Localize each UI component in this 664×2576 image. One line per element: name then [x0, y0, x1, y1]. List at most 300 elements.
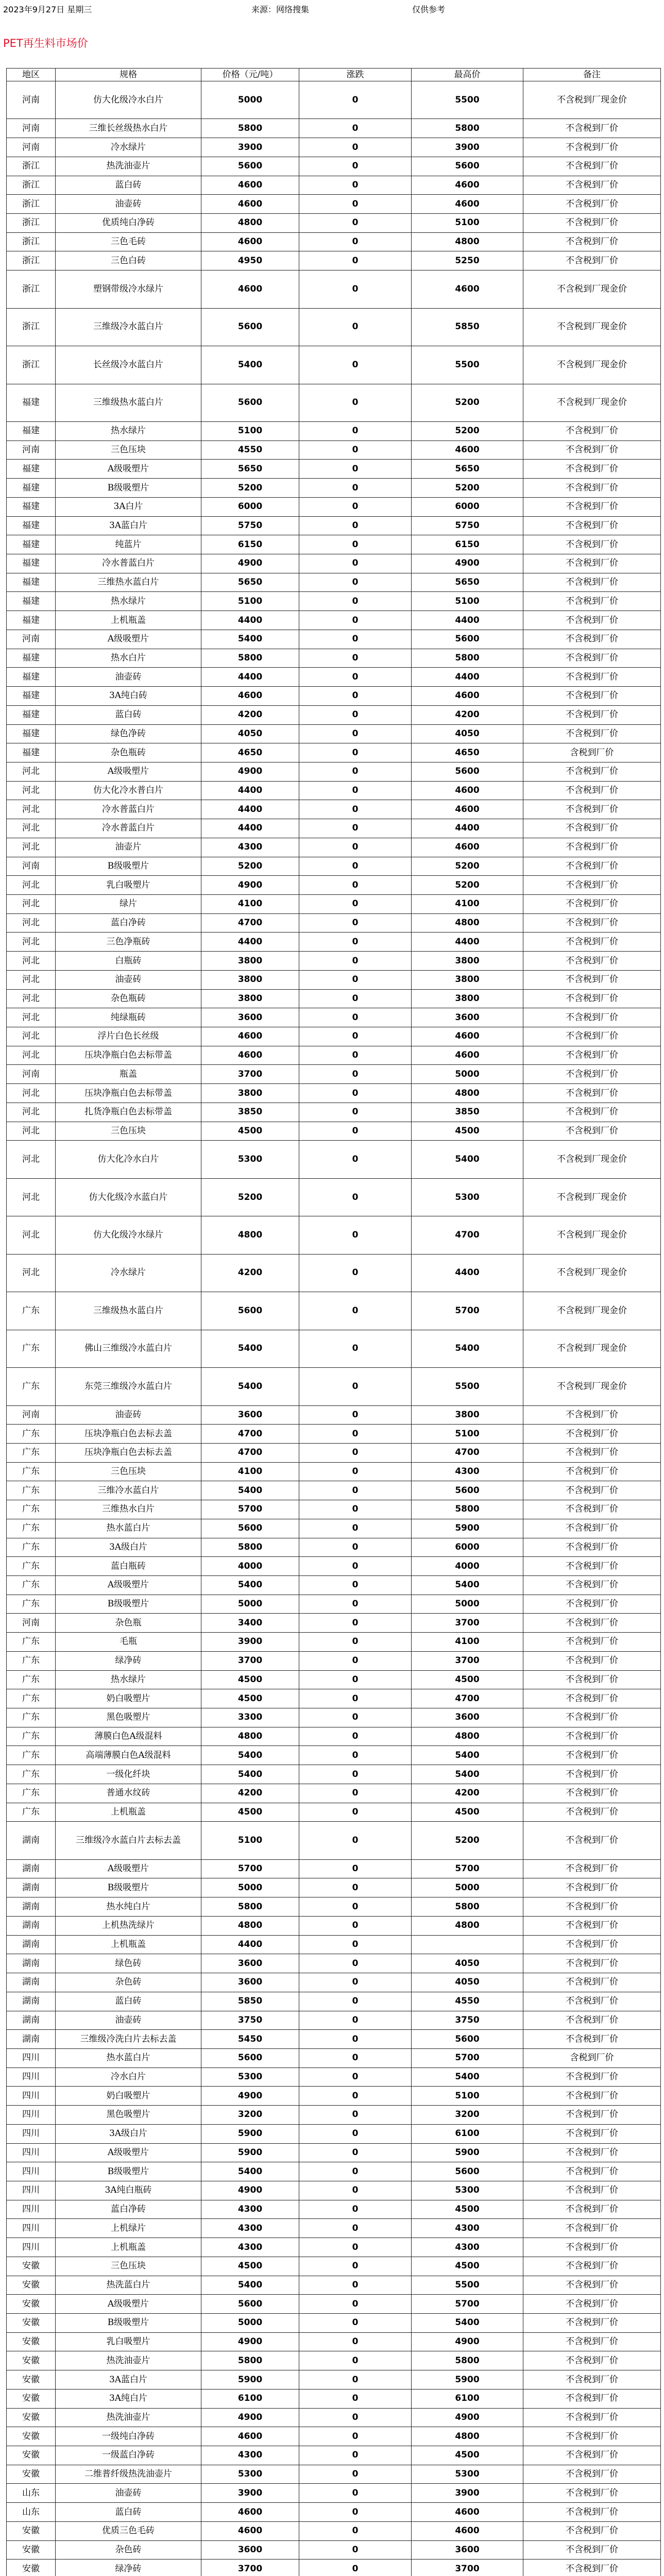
- table-row: [7, 573, 661, 592]
- note-cell: 不含税到厂价: [523, 838, 661, 857]
- high-price-cell: 5900: [412, 2370, 523, 2389]
- region-cell: 广东: [7, 1500, 56, 1519]
- high-price-cell: 5500: [412, 1368, 523, 1405]
- table-row: [7, 1822, 661, 1859]
- price-cell: 4200: [201, 1784, 299, 1803]
- spec-cell: B级吸塑片: [56, 2314, 201, 2333]
- note-cell: 不含税到厂价: [523, 516, 661, 535]
- change-cell: 0: [299, 1065, 412, 1084]
- note-cell: 不含税到厂价: [523, 535, 661, 554]
- note-cell: 不含税到厂价: [523, 2011, 661, 2030]
- high-price-cell: 4000: [412, 1557, 523, 1576]
- region-cell: 安徽: [7, 2257, 56, 2276]
- region-cell: 河北: [7, 819, 56, 838]
- note-cell: 不含税到厂价: [523, 1727, 661, 1746]
- high-price-cell: 4050: [412, 724, 523, 743]
- table-row: [7, 81, 661, 119]
- region-cell: 河南: [7, 630, 56, 649]
- high-price-cell: 3900: [412, 2484, 523, 2503]
- table-row: [7, 1500, 661, 1519]
- price-cell: 4300: [201, 2219, 299, 2238]
- spec-cell: A级吸塑片: [56, 2295, 201, 2314]
- high-price-cell: 5600: [412, 1481, 523, 1500]
- change-cell: 0: [299, 1443, 412, 1462]
- note-cell: 不含税到厂价: [523, 1878, 661, 1897]
- region-cell: 湖南: [7, 2011, 56, 2030]
- high-price-cell: 5600: [412, 2030, 523, 2049]
- price-cell: 3850: [201, 1103, 299, 1122]
- price-cell: 3800: [201, 970, 299, 989]
- table-row: [7, 1557, 661, 1576]
- spec-cell: 上机热洗绿片: [56, 1916, 201, 1935]
- change-cell: 0: [299, 1216, 412, 1254]
- spec-cell: 3A蓝白片: [56, 2370, 201, 2389]
- price-cell: 4600: [201, 2521, 299, 2540]
- change-cell: 0: [299, 2219, 412, 2238]
- price-cell: 6150: [201, 535, 299, 554]
- table-row: [7, 1878, 661, 1897]
- high-price-cell: 5600: [412, 157, 523, 176]
- region-cell: 四川: [7, 2106, 56, 2125]
- note-cell: 不含税到厂价: [523, 1046, 661, 1065]
- note-cell: 不含税到厂现金价: [523, 1330, 661, 1367]
- price-cell: 4500: [201, 1122, 299, 1141]
- price-cell: 3700: [201, 2560, 299, 2576]
- note-cell: 不含税到厂现金价: [523, 270, 661, 308]
- spec-cell: 白瓶砖: [56, 952, 201, 971]
- table-row: [7, 933, 661, 952]
- region-cell: 河北: [7, 970, 56, 989]
- table-row: [7, 1614, 661, 1633]
- spec-cell: 优质三色毛砖: [56, 2521, 201, 2540]
- region-cell: 福建: [7, 724, 56, 743]
- price-cell: 4300: [201, 838, 299, 857]
- high-price-cell: 5800: [412, 649, 523, 668]
- table-row: [7, 2503, 661, 2522]
- table-row: [7, 2332, 661, 2351]
- change-cell: 0: [299, 346, 412, 384]
- spec-cell: 3A蓝白片: [56, 516, 201, 535]
- price-cell: 6000: [201, 497, 299, 516]
- change-cell: 0: [299, 1462, 412, 1481]
- table-row: [7, 1519, 661, 1538]
- note-cell: 不含税到厂现金价: [523, 1254, 661, 1292]
- price-cell: 5450: [201, 2030, 299, 2049]
- change-cell: 0: [299, 592, 412, 611]
- high-price-cell: 4550: [412, 1992, 523, 2011]
- high-price-cell: 5300: [412, 2181, 523, 2200]
- spec-cell: 奶白吸塑片: [56, 1689, 201, 1708]
- report-disclaimer: 仅供参考: [412, 5, 446, 14]
- note-cell: 不含税到厂价: [523, 1575, 661, 1595]
- high-price-cell: 3900: [412, 138, 523, 157]
- change-cell: 0: [299, 1122, 412, 1141]
- note-cell: 不含税到厂价: [523, 857, 661, 876]
- spec-cell: 热水蓝白片: [56, 1519, 201, 1538]
- spec-cell: A级吸塑片: [56, 1859, 201, 1878]
- high-price-cell: 4600: [412, 2521, 523, 2540]
- spec-cell: 冷水白片: [56, 2067, 201, 2087]
- table-row: [7, 516, 661, 535]
- high-price-cell: 5650: [412, 573, 523, 592]
- change-cell: 0: [299, 119, 412, 138]
- region-cell: 福建: [7, 497, 56, 516]
- price-cell: 3300: [201, 1708, 299, 1727]
- price-cell: 5800: [201, 2351, 299, 2370]
- change-cell: 0: [299, 2162, 412, 2181]
- spec-cell: 三色压块: [56, 440, 201, 460]
- high-price-cell: 3800: [412, 1405, 523, 1425]
- high-price-cell: 5400: [412, 1141, 523, 1178]
- column-header-note: 备注: [523, 69, 661, 81]
- region-cell: 广东: [7, 1330, 56, 1367]
- spec-cell: 压块净瓶白色去标去盖: [56, 1443, 201, 1462]
- high-price-cell: 4500: [412, 2200, 523, 2219]
- note-cell: 不含税到厂价: [523, 894, 661, 913]
- table-row: [7, 705, 661, 724]
- price-cell: 5400: [201, 1368, 299, 1405]
- table-row: [7, 1575, 661, 1595]
- high-price-cell: 6100: [412, 2124, 523, 2143]
- table-row: [7, 1462, 661, 1481]
- change-cell: 0: [299, 2067, 412, 2087]
- report-date: 2023年9月27日 星期三: [3, 5, 92, 14]
- high-price-cell: 3700: [412, 1651, 523, 1670]
- change-cell: 0: [299, 251, 412, 270]
- note-cell: 不含税到厂价: [523, 1689, 661, 1708]
- region-cell: 河北: [7, 1103, 56, 1122]
- change-cell: 0: [299, 1084, 412, 1103]
- region-cell: 广东: [7, 1689, 56, 1708]
- price-cell: 5600: [201, 1292, 299, 1330]
- region-cell: 河北: [7, 1141, 56, 1178]
- high-price-cell: 5700: [412, 1859, 523, 1878]
- spec-cell: 黑色吸塑片: [56, 1708, 201, 1727]
- table-row: [7, 989, 661, 1008]
- price-cell: 3900: [201, 138, 299, 157]
- table-row: [7, 2276, 661, 2295]
- region-cell: 河北: [7, 1084, 56, 1103]
- region-cell: 安徽: [7, 2446, 56, 2465]
- table-row: [7, 1084, 661, 1103]
- high-price-cell: 5200: [412, 1822, 523, 1859]
- note-cell: 不含税到厂价: [523, 2351, 661, 2370]
- table-row: [7, 649, 661, 668]
- table-row: [7, 384, 661, 421]
- price-cell: 4900: [201, 876, 299, 895]
- price-cell: 4400: [201, 611, 299, 630]
- region-cell: 安徽: [7, 2465, 56, 2484]
- spec-cell: 仿大化级冷水白片: [56, 81, 201, 119]
- table-row: [7, 1727, 661, 1746]
- table-row: [7, 2295, 661, 2314]
- price-cell: 4700: [201, 1443, 299, 1462]
- change-cell: 0: [299, 1008, 412, 1027]
- change-cell: 0: [299, 1727, 412, 1746]
- high-price-cell: 5200: [412, 479, 523, 498]
- spec-cell: 油壶砖: [56, 2484, 201, 2503]
- change-cell: 0: [299, 2257, 412, 2276]
- price-cell: 4400: [201, 668, 299, 687]
- change-cell: 0: [299, 2314, 412, 2333]
- note-cell: 不含税到厂价: [523, 2427, 661, 2446]
- region-cell: 广东: [7, 1557, 56, 1576]
- region-cell: 四川: [7, 2238, 56, 2257]
- high-price-cell: 4600: [412, 2503, 523, 2522]
- note-cell: 不含税到厂价: [523, 1633, 661, 1652]
- note-cell: 不含税到厂价: [523, 2389, 661, 2408]
- spec-cell: 三色毛砖: [56, 232, 201, 251]
- price-cell: 5600: [201, 2048, 299, 2067]
- note-cell: 不含税到厂价: [523, 1500, 661, 1519]
- spec-cell: 上机瓶盖: [56, 611, 201, 630]
- table-row: [7, 1216, 661, 1254]
- price-cell: 4800: [201, 1916, 299, 1935]
- change-cell: 0: [299, 1178, 412, 1216]
- region-cell: 河北: [7, 989, 56, 1008]
- change-cell: 0: [299, 2389, 412, 2408]
- high-price-cell: 4800: [412, 913, 523, 933]
- change-cell: 0: [299, 1765, 412, 1784]
- change-cell: 0: [299, 1784, 412, 1803]
- high-price-cell: 4900: [412, 554, 523, 573]
- spec-cell: 油壶砖: [56, 2011, 201, 2030]
- change-cell: 0: [299, 913, 412, 933]
- high-price-cell: 3850: [412, 1103, 523, 1122]
- change-cell: 0: [299, 81, 412, 119]
- change-cell: 0: [299, 1481, 412, 1500]
- table-row: [7, 2200, 661, 2219]
- high-price-cell: 5600: [412, 2162, 523, 2181]
- table-row: [7, 1292, 661, 1330]
- table-row: [7, 535, 661, 554]
- change-cell: 0: [299, 2030, 412, 2049]
- table-row: [7, 876, 661, 895]
- price-cell: 4600: [201, 2427, 299, 2446]
- price-cell: 5100: [201, 1822, 299, 1859]
- note-cell: 不含税到厂价: [523, 2465, 661, 2484]
- change-cell: 0: [299, 1859, 412, 1878]
- spec-cell: 长丝级冷水蓝白片: [56, 346, 201, 384]
- region-cell: 浙江: [7, 251, 56, 270]
- region-cell: 安徽: [7, 2351, 56, 2370]
- column-header-price: 价格（元/吨）: [201, 69, 299, 81]
- table-row: [7, 2011, 661, 2030]
- table-row: [7, 2389, 661, 2408]
- table-row: [7, 2048, 661, 2067]
- table-row: [7, 1103, 661, 1122]
- region-cell: 广东: [7, 1765, 56, 1784]
- spec-cell: 杂色砖: [56, 1973, 201, 1992]
- high-price-cell: 4700: [412, 1216, 523, 1254]
- spec-cell: B级吸塑片: [56, 1878, 201, 1897]
- table-row: [7, 2030, 661, 2049]
- note-cell: 不含税到厂价: [523, 800, 661, 819]
- report-source: 来源：网络搜集: [251, 5, 310, 14]
- note-cell: 不含税到厂价: [523, 2030, 661, 2049]
- price-cell: 5750: [201, 516, 299, 535]
- table-row: [7, 1595, 661, 1614]
- spec-cell: 压块净瓶白色去标带盖: [56, 1084, 201, 1103]
- region-cell: 浙江: [7, 346, 56, 384]
- table-row: [7, 1935, 661, 1954]
- note-cell: 不含税到厂价: [523, 2503, 661, 2522]
- note-cell: 不含税到厂价: [523, 1481, 661, 1500]
- spec-cell: A级吸塑片: [56, 1575, 201, 1595]
- price-cell: 4600: [201, 270, 299, 308]
- price-table: [6, 68, 661, 2576]
- spec-cell: 三维冷水蓝白片: [56, 1481, 201, 1500]
- note-cell: 不含税到厂价: [523, 138, 661, 157]
- note-cell: 不含税到厂价: [523, 1992, 661, 2011]
- spec-cell: 二维普纤级热洗油壶片: [56, 2465, 201, 2484]
- table-row: [7, 2314, 661, 2333]
- high-price-cell: 4800: [412, 232, 523, 251]
- change-cell: 0: [299, 2540, 412, 2560]
- table-row: [7, 440, 661, 460]
- region-cell: 湖南: [7, 1897, 56, 1917]
- high-price-cell: 5400: [412, 1746, 523, 1765]
- spec-cell: 蓝白净砖: [56, 913, 201, 933]
- spec-cell: 三色压块: [56, 1462, 201, 1481]
- region-cell: 广东: [7, 1784, 56, 1803]
- price-cell: 4900: [201, 2408, 299, 2427]
- table-row: [7, 687, 661, 706]
- price-cell: 5400: [201, 346, 299, 384]
- change-cell: 0: [299, 1803, 412, 1822]
- change-cell: 0: [299, 195, 412, 214]
- high-price-cell: 4800: [412, 2427, 523, 2446]
- note-cell: 不含税到厂价: [523, 2370, 661, 2389]
- region-cell: 福建: [7, 592, 56, 611]
- high-price-cell: 4600: [412, 687, 523, 706]
- price-cell: 5600: [201, 157, 299, 176]
- region-cell: 广东: [7, 1443, 56, 1462]
- high-price-cell: 4300: [412, 2238, 523, 2257]
- note-cell: 不含税到厂现金价: [523, 81, 661, 119]
- table-row: [7, 2257, 661, 2276]
- change-cell: 0: [299, 214, 412, 233]
- high-price-cell: 5200: [412, 876, 523, 895]
- note-cell: 不含税到厂价: [523, 1859, 661, 1878]
- price-cell: 5000: [201, 81, 299, 119]
- price-cell: 5100: [201, 592, 299, 611]
- high-price-cell: 5000: [412, 1595, 523, 1614]
- change-cell: 0: [299, 838, 412, 857]
- table-row: [7, 2181, 661, 2200]
- note-cell: 不含税到厂价: [523, 479, 661, 498]
- change-cell: 0: [299, 2200, 412, 2219]
- region-cell: 浙江: [7, 270, 56, 308]
- spec-cell: 3A级白片: [56, 2124, 201, 2143]
- spec-cell: 薄膜白色A级混料: [56, 1727, 201, 1746]
- region-cell: 河北: [7, 913, 56, 933]
- region-cell: 湖南: [7, 2030, 56, 2049]
- price-cell: 4200: [201, 1254, 299, 1292]
- region-cell: 福建: [7, 611, 56, 630]
- region-cell: 湖南: [7, 1822, 56, 1859]
- spec-cell: 绿片: [56, 894, 201, 913]
- region-cell: 湖南: [7, 1992, 56, 2011]
- price-cell: 4900: [201, 554, 299, 573]
- table-row: [7, 2540, 661, 2560]
- change-cell: 0: [299, 2087, 412, 2106]
- change-cell: 0: [299, 270, 412, 308]
- price-cell: 5800: [201, 119, 299, 138]
- price-cell: 6100: [201, 2389, 299, 2408]
- high-price-cell: 4600: [412, 270, 523, 308]
- region-cell: 广东: [7, 1708, 56, 1727]
- price-cell: 3700: [201, 1065, 299, 1084]
- high-price-cell: 5500: [412, 346, 523, 384]
- region-cell: 广东: [7, 1538, 56, 1557]
- high-price-cell: 5700: [412, 2048, 523, 2067]
- spec-cell: 奶白吸塑片: [56, 2087, 201, 2106]
- spec-cell: 绿色砖: [56, 1954, 201, 1973]
- spec-cell: 蓝白砖: [56, 176, 201, 195]
- change-cell: 0: [299, 422, 412, 441]
- spec-cell: 蓝白砖: [56, 2503, 201, 2522]
- note-cell: 不含税到厂价: [523, 251, 661, 270]
- table-row: [7, 460, 661, 479]
- price-cell: 5650: [201, 573, 299, 592]
- note-cell: 不含税到厂价: [523, 1595, 661, 1614]
- spec-cell: 高端薄膜白色A级混料: [56, 1746, 201, 1765]
- high-price-cell: 6000: [412, 497, 523, 516]
- region-cell: 广东: [7, 1595, 56, 1614]
- region-cell: 湖南: [7, 1954, 56, 1973]
- note-cell: 不含税到厂价: [523, 2332, 661, 2351]
- change-cell: 0: [299, 2503, 412, 2522]
- spec-cell: 上机瓶盖: [56, 2238, 201, 2257]
- spec-cell: 三色压块: [56, 1122, 201, 1141]
- change-cell: 0: [299, 138, 412, 157]
- spec-cell: 仿大化冷水白片: [56, 1141, 201, 1178]
- change-cell: 0: [299, 176, 412, 195]
- change-cell: 0: [299, 497, 412, 516]
- note-cell: 不含税到厂价: [523, 2446, 661, 2465]
- region-cell: 广东: [7, 1633, 56, 1652]
- change-cell: 0: [299, 705, 412, 724]
- note-cell: 不含税到厂价: [523, 2200, 661, 2219]
- price-cell: 4600: [201, 2503, 299, 2522]
- change-cell: 0: [299, 2124, 412, 2143]
- high-price-cell: 4500: [412, 1122, 523, 1141]
- page-title: PET再生料市场价: [3, 37, 88, 49]
- table-row: [7, 2351, 661, 2370]
- region-cell: 湖南: [7, 1878, 56, 1897]
- price-cell: 4950: [201, 251, 299, 270]
- spec-cell: 热水绿片: [56, 592, 201, 611]
- high-price-cell: 4050: [412, 1973, 523, 1992]
- region-cell: 安徽: [7, 2389, 56, 2408]
- price-cell: 4500: [201, 1689, 299, 1708]
- note-cell: 不含税到厂价: [523, 1822, 661, 1859]
- high-price-cell: 4600: [412, 838, 523, 857]
- table-row: [7, 422, 661, 441]
- change-cell: 0: [299, 630, 412, 649]
- spec-cell: 油壶砖: [56, 195, 201, 214]
- price-cell: 3400: [201, 1614, 299, 1633]
- region-cell: 河北: [7, 1216, 56, 1254]
- price-cell: 5400: [201, 630, 299, 649]
- price-cell: 5650: [201, 460, 299, 479]
- price-cell: 5600: [201, 384, 299, 421]
- note-cell: 不含税到厂价: [523, 649, 661, 668]
- table-row: [7, 251, 661, 270]
- price-cell: 3900: [201, 1633, 299, 1652]
- spec-cell: 三维热水白片: [56, 1500, 201, 1519]
